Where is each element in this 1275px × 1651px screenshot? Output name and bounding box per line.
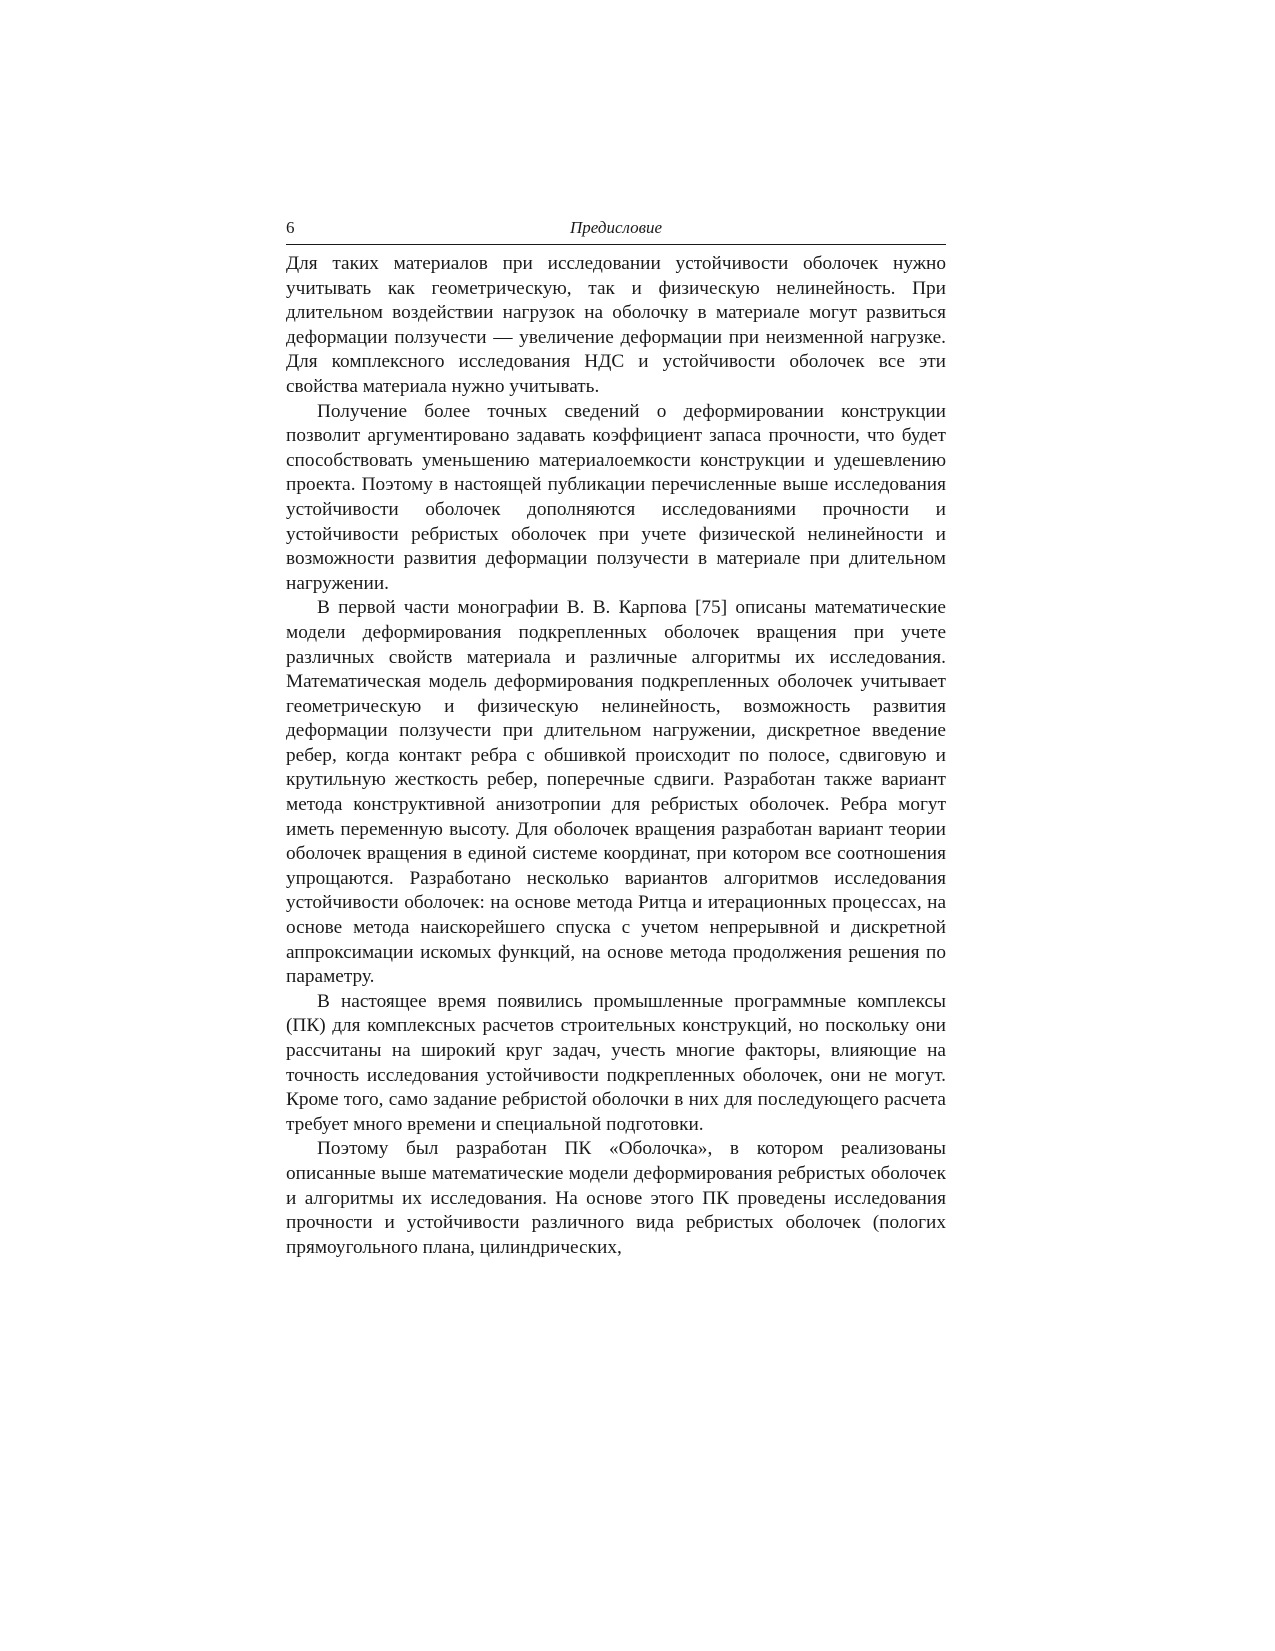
body-text [286, 252, 946, 1260]
book-page [286, 216, 946, 1260]
paragraph: Получение более точных сведений о деформировании конструкции позволит аргументировано задавать коэффициент запаса прочности, что будет способствовать уменьшению материалоемкости конструкции и удешевлению проекта. Поэтому в настоящей публикации перечисленные выше исследования устойчивости оболочек дополняются исследованиями прочности и устойчивости ребристых оболочек при учете физической нелинейности и возможности развития деформации ползучести в материале при длительном нагружении. [286, 400, 946, 594]
paragraph: Поэтому был разработан ПК «Оболочка», в котором реализованы описанные выше математические модели деформирования ребристых оболочек и алгоритмы их исследования. На основе этого ПК проведены исследования прочности и устойчивости различного вида ребристых оболочек (пологих прямоугольного плана, цилиндрических, [286, 1138, 946, 1258]
paragraph: В первой части монографии В. В. Карпова [75] описаны математические модели деформирования подкрепленных оболочек вращения при учете различных свойств материала и различные алгоритмы их исследования. Математическая модель деформирования подкрепленных оболочек учитывает геометрическую и физическую нелинейность, возможность развития деформации ползучести при длительном нагружении, дискретное введение ребер, когда контакт ребра с обшивкой происходит по полосе, сдвиговую и крутильную жесткость ребер, поперечные сдвиги. Разработан также вариант метода конструктивной анизотропии для ребристых оболочек. Ребра могут иметь переменную высоту. Для оболочек вращения разработан вариант теории оболочек вращения в единой системе координат, при котором все соотношения упрощаются. Разработано несколько вариантов алгоритмов исследования устойчивости оболочек: на основе метода Ритца и итерационных процессах, на основе метода наискорейшего спуска с учетом непрерывной и дискретной аппроксимации искомых функций, на основе метода продолжения решения по параметру. [286, 597, 946, 988]
paragraph: В настоящее время появились промышленные программные комплексы (ПК) для комплексных расчетов строительных конструкций, но поскольку они рассчитаны на широкий круг задач, учесть многие факторы, влияющие на точность исследования устойчивости подкрепленных оболочек, они не могут. Кроме того, само задание ребристой оболочки в них для последующего расчета требует много времени и специальной подготовки. [286, 990, 946, 1135]
paragraph: Для таких материалов при исследовании устойчивости оболочек нужно учитывать как геометрическую, так и физическую нелинейность. При длительном воздействии нагрузок на оболочку в материале могут развиться деформации ползучести — увеличение деформации при неизменной нагрузке. Для комплексного исследования НДС и устойчивости оболочек все эти свойства материала нужно учитывать. [286, 253, 946, 397]
page-number: 6 [286, 218, 295, 237]
page-header [286, 216, 946, 245]
running-title: Предисловие [569, 218, 663, 237]
